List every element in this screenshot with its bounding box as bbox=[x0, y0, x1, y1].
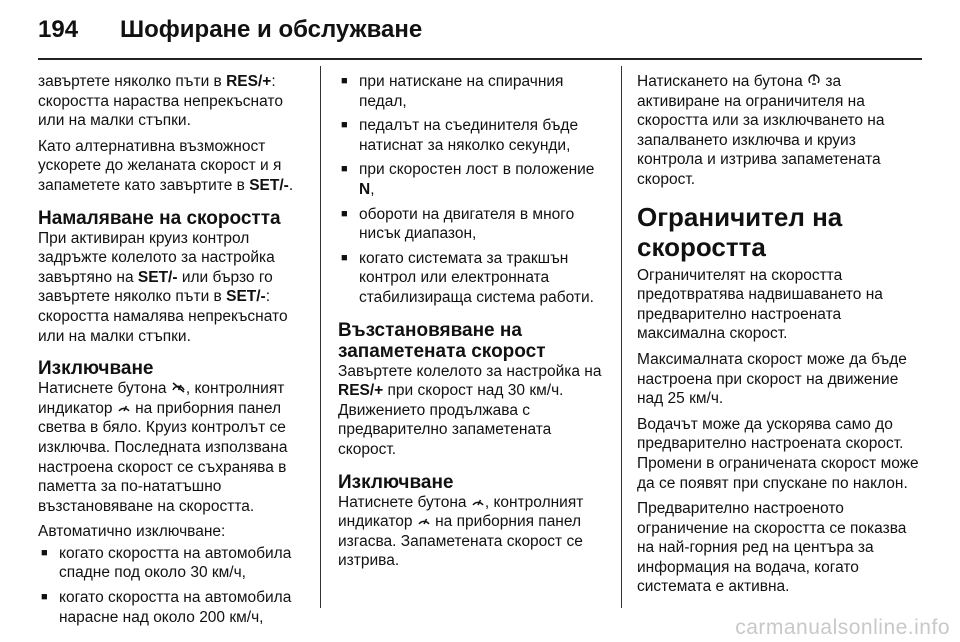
list-item: ■ при натискане на спирачния педал, bbox=[338, 72, 610, 111]
paragraph: Ограничителят на скоростта предотвратява надвишаването на предварително настроената максимална скорост. bbox=[637, 266, 883, 343]
paragraph: Натиснете бутона , контролният индикатор на приборния панел изгасва. Запаметената скорост се изтрива. bbox=[338, 493, 584, 570]
list-item: ■ когато скоростта на автомобила нарасне над около 200 км/ч, bbox=[38, 588, 310, 627]
paragraph: завъртете няколко пъти в RES/+: скоростта нараства непрекъснато или на малки стъпки. bbox=[38, 73, 283, 130]
paragraph: Водачът може да ускорява само до предварително настроената скорост. Промени в ограничената скорост може да се появят при спускане по наклон. bbox=[637, 415, 919, 492]
cruise-control-indicator-icon bbox=[417, 514, 431, 528]
list-item: ■ обороти на двигателя в много нисък диапазон, bbox=[338, 205, 610, 244]
paragraph: Натиснете бутона , контролният индикатор на приборния панел светва в бяло. Круиз контролът се изключва. Последната използвана настроена скорост се съхранява в паметта за по-нататъшно възстановяване на скоростта. bbox=[38, 380, 288, 515]
page-header bbox=[38, 12, 922, 52]
speed-limiter-icon bbox=[807, 72, 821, 88]
paragraph: Предварително настроеното ограничение на скоростта се показва на най-горния ред на центъра за информация на водача, когато системата е активна. bbox=[637, 500, 907, 596]
paragraph: Като алтернативна възможност ускорете до желаната скорост и я запаметете като завъртите в SET/-. bbox=[38, 137, 294, 194]
paragraph: Максималната скорост може да бъде настроена при скорост на движение над 25 км/ч. bbox=[637, 350, 907, 408]
column-2 bbox=[338, 72, 610, 577]
cruise-control-off-icon bbox=[171, 381, 186, 395]
list-item: ■ педалът на съединителя бъде натиснат за няколко секунди, bbox=[338, 116, 610, 155]
paragraph: Автоматично изключване: bbox=[38, 523, 226, 541]
section-heading: Възстановяване на запаметената скорост bbox=[338, 319, 546, 362]
list-item: ■ при скоростен лост в положение N, bbox=[338, 160, 610, 199]
section-heading: Изключване bbox=[38, 358, 154, 380]
cruise-control-indicator-icon bbox=[471, 495, 485, 509]
section-heading: Изключване bbox=[338, 471, 454, 493]
column-3 bbox=[637, 72, 922, 603]
bullet-list bbox=[338, 72, 610, 308]
paragraph: При активиран круиз контрол задръжте колелото за настройка завъртяно на SET/- или бързо го завъртете няколко пъти в SET/-: скоростта намалява непрекъснато или на малки стъпки. bbox=[38, 229, 288, 345]
paragraph: Завъртете колелото за настройка на RES/+ при скорост над 30 км/ч. Движението продължава с предварително запаметената скорост. bbox=[338, 362, 602, 458]
section-heading: Намаляване на скоростта bbox=[38, 207, 281, 229]
page-number: 194 bbox=[38, 16, 79, 43]
paragraph: Натискането на бутона за активиране на ограничителя на скоростта или за изключването на запалването изключва и круиз контрола и изтрива запаметената скорост. bbox=[637, 73, 885, 188]
bullet-list bbox=[38, 544, 310, 627]
list-item: ■ когато системата за тракшън контрол или електронната стабилизираща система работи. bbox=[338, 249, 610, 308]
header-rule bbox=[38, 58, 922, 60]
section-title: Ограничител на скоростта bbox=[637, 201, 843, 262]
watermark: carmanualsonline.info bbox=[735, 616, 950, 639]
cruise-control-indicator-icon bbox=[117, 401, 131, 415]
page-title: Шофиране и обслужване bbox=[120, 16, 423, 43]
list-item: ■ когато скоростта на автомобила спадне под около 30 км/ч, bbox=[38, 544, 310, 583]
column-divider bbox=[621, 66, 622, 608]
column-divider bbox=[320, 66, 321, 608]
column-1 bbox=[38, 72, 310, 633]
